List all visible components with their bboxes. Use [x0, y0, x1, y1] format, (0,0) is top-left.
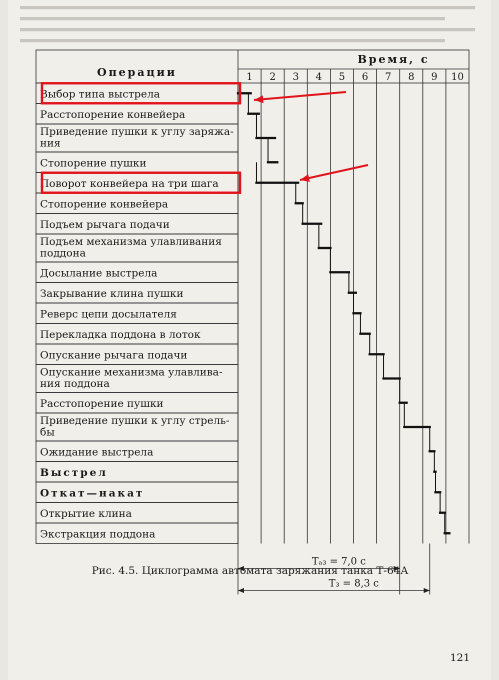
- operation-label: Перекладка поддона в лоток: [40, 328, 201, 341]
- operation-label: Стопорение конвейера: [40, 198, 169, 211]
- red-arrow: [254, 92, 346, 103]
- operation-label: Ожидание выстрела: [40, 446, 154, 459]
- second-label-6: 6: [361, 72, 369, 83]
- operation-label: Закрывание клина пушки: [40, 287, 184, 300]
- bleed-through-line: [20, 39, 445, 42]
- operation-label: Выстрел: [40, 466, 108, 479]
- time-header: Время, с: [357, 53, 430, 66]
- cyclogram-figure: [8, 0, 491, 680]
- operation-label: Откат—накат: [40, 487, 145, 500]
- operation-label: Открытие клина: [40, 507, 132, 520]
- second-label-7: 7: [384, 72, 392, 83]
- page-number: 121: [449, 652, 470, 664]
- book-page: [8, 0, 491, 680]
- operation-label: Опускание механизма улавлива-: [40, 366, 223, 379]
- operation-label: Приведение пушки к углу заряжа-: [40, 126, 234, 138]
- operation-label: ния: [40, 137, 61, 150]
- bleed-through-line: [20, 17, 445, 20]
- bleed-through-line: [20, 6, 475, 9]
- figure-caption: Рис. 4.5. Циклограмма автомата заряжания танка Т-64А: [91, 565, 409, 577]
- operation-label: Стопорение пушки: [40, 157, 147, 170]
- second-label-9: 9: [431, 72, 438, 83]
- second-label-10: 10: [451, 72, 464, 83]
- operation-label: Выбор типа выстрела: [40, 88, 161, 101]
- second-label-4: 4: [315, 72, 323, 83]
- operation-label: Подъем рычага подачи: [40, 218, 170, 231]
- operation-label: поддона: [40, 247, 86, 260]
- second-label-2: 2: [269, 72, 276, 83]
- second-label-5: 5: [338, 72, 346, 83]
- second-label-8: 8: [408, 72, 415, 83]
- t-z-label: Т₃ = 8,3 с: [328, 578, 379, 590]
- red-arrow-shaft: [300, 165, 368, 180]
- red-arrow-shaft: [254, 92, 346, 100]
- operation-label: Приведение пушки к углу стрель-: [40, 415, 230, 427]
- t-az-label: Тₐ₃ = 7,0 с: [311, 556, 366, 568]
- operation-label: ния поддона: [40, 378, 110, 390]
- second-label-3: 3: [292, 72, 299, 83]
- operation-label: Реверс цепи досылателя: [40, 308, 177, 321]
- operation-label: Расстопорение конвейера: [40, 108, 186, 121]
- operation-label: Экстракция поддона: [40, 528, 156, 541]
- operations-header: Операции: [97, 66, 177, 79]
- dimension-arrowhead: [238, 588, 244, 593]
- operation-label: Подъем механизма улавливания: [40, 236, 222, 248]
- bleed-through-line: [20, 28, 475, 31]
- operation-label: Поворот конвейера на три шага: [40, 177, 219, 190]
- dimension-arrowhead: [424, 588, 430, 593]
- operation-label: Досылание выстрела: [40, 267, 158, 280]
- second-label-1: 1: [246, 72, 253, 83]
- operation-label: Расстопорение пушки: [40, 397, 164, 410]
- red-arrow: [300, 165, 368, 182]
- operation-label: бы: [40, 426, 55, 439]
- operation-label: Опускание рычага подачи: [40, 349, 188, 362]
